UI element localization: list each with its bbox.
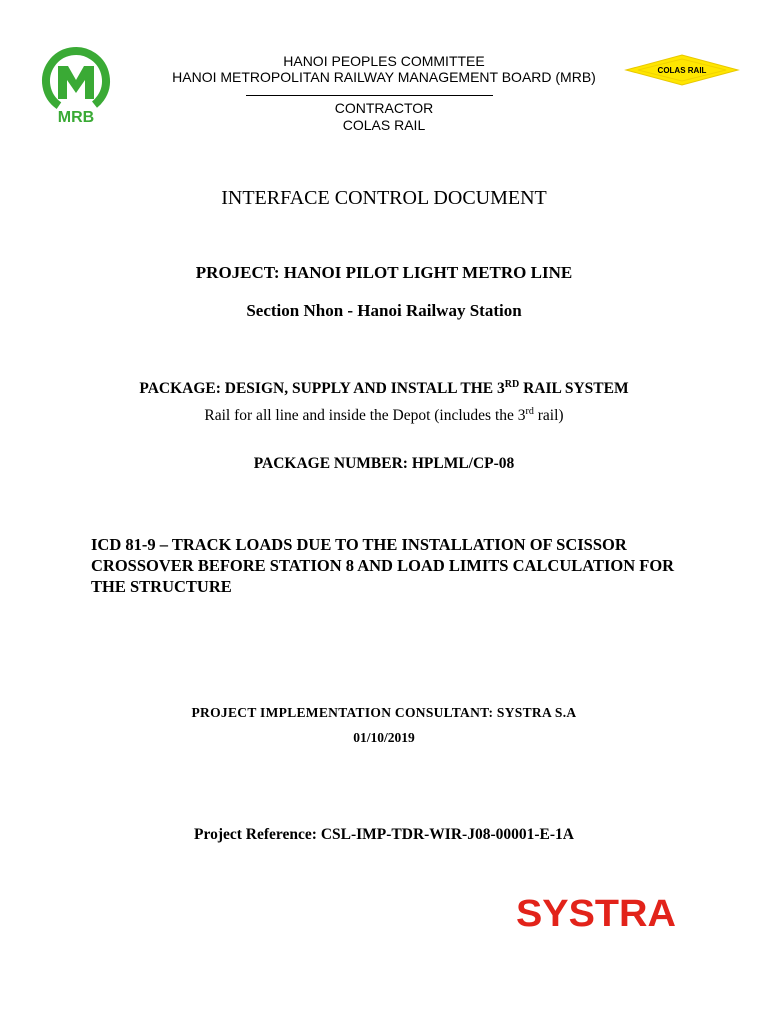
package-title-suffix: RAIL SYSTEM xyxy=(519,380,629,397)
package-title xyxy=(0,380,768,398)
document-date: 01/10/2019 xyxy=(353,730,415,745)
package-title-prefix: PACKAGE: DESIGN, SUPPLY AND INSTALL THE 3 xyxy=(139,380,505,397)
header-line-3: CONTRACTOR xyxy=(334,100,434,116)
header-line-2: HANOI METROPOLITAN RAILWAY MANAGEMENT BOARD (MRB) xyxy=(172,69,596,85)
colas-rail-logo-text: COLAS RAIL xyxy=(657,66,707,75)
header-line-1: HANOI PEOPLES COMMITTEE xyxy=(283,53,485,69)
systra-logo xyxy=(516,890,678,934)
section-name: Section Nhon - Hanoi Railway Station xyxy=(246,301,522,320)
package-description xyxy=(0,407,768,425)
package-title-sup: RD xyxy=(504,378,520,390)
mrb-logo-text: MRB xyxy=(57,109,95,126)
package-description-sup: rd xyxy=(525,405,534,417)
package-number: PACKAGE NUMBER: HPLML/CP-08 xyxy=(253,455,515,472)
consultant-line: PROJECT IMPLEMENTATION CONSULTANT: SYSTRA S.A xyxy=(191,705,577,720)
project-name: PROJECT: HANOI PILOT LIGHT METRO LINE xyxy=(195,263,573,282)
icd-title: ICD 81-9 – TRACK LOADS DUE TO THE INSTALLATION OF SCISSOR CROSSOVER BEFORE STATION 8 AND LOAD LIMITS CALCULATION FOR THE STRUCTURE xyxy=(91,535,675,596)
systra-logo-text: SYSTRA xyxy=(516,893,676,934)
header-line-4: COLAS RAIL xyxy=(342,117,426,133)
header-divider xyxy=(246,95,493,96)
package-description-prefix: Rail for all line and inside the Depot (includes the 3 xyxy=(204,407,526,424)
document-title: INTERFACE CONTROL DOCUMENT xyxy=(221,187,547,209)
project-reference: Project Reference: CSL-IMP-TDR-WIR-J08-00001-E-1A xyxy=(194,826,574,843)
package-description-suffix: rail) xyxy=(533,407,564,424)
